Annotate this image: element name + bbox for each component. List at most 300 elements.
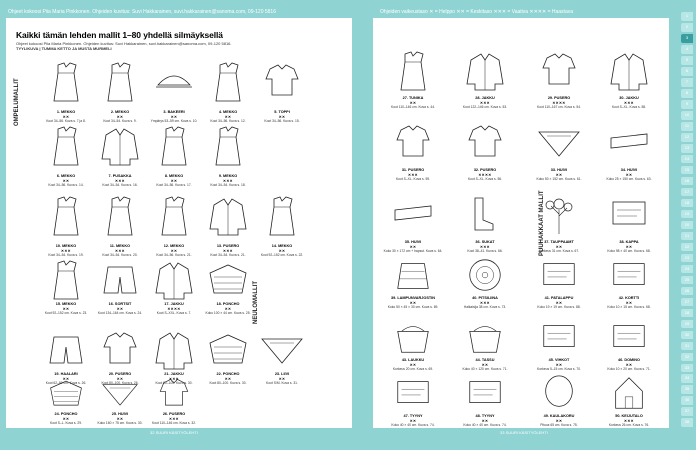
page-tab-1[interactable]: 1 (681, 12, 693, 21)
pattern-number: 12. MEKKO (163, 244, 185, 248)
pattern-item-26 (144, 376, 204, 428)
page-tab-3[interactable]: 3 (681, 34, 693, 43)
header-left-text: Ohjeet kokoosi Piia Maria Pinkkonen. Ohjeiden kuvitus: Suvi Hakkarainen, suvi.hakkarainen@sanoma.com, 09-120 5816 (8, 9, 276, 15)
difficulty-rating: ✕✕✕ (480, 244, 490, 249)
pattern-item-42 (599, 256, 659, 312)
pattern-details: Koko 98 × 40 cm. Kuva s. 68. (607, 249, 651, 253)
pattern-details: Koot S–XXL. Kuva s. 7. (156, 311, 192, 315)
page-tab-14[interactable]: 14 (681, 155, 693, 164)
pattern-number: 26. PUSERO (162, 412, 186, 416)
pattern-number: 34. HUIVI (620, 168, 638, 172)
pattern-number: 40. PITSILIINA (472, 296, 498, 300)
pattern-details: Koko 50 × 152 cm. Kuva s. 61. (536, 177, 582, 181)
pattern-item-43 (383, 318, 443, 374)
pattern-item-39 (383, 256, 443, 312)
page-tab-23[interactable]: 23 (681, 254, 693, 263)
pattern-number: 31. PUSERO (401, 168, 425, 172)
difficulty-rating: ✕✕ (481, 418, 489, 423)
page-tab-4[interactable]: 4 (681, 45, 693, 54)
pattern-sketch-34 (607, 118, 651, 168)
pattern-sketch-43 (391, 318, 435, 358)
page-tab-2[interactable]: 2 (681, 23, 693, 32)
pattern-item-28 (455, 46, 515, 112)
pattern-item-3 (144, 54, 204, 126)
pattern-number: 50. KEIJUTALO (615, 414, 643, 418)
pattern-item-46 (599, 318, 659, 374)
pattern-details: Koot 34–56. Kuva s. 21. (156, 253, 192, 257)
page-title: Kaikki tämän lehden mallit 1–80 yhdellä silmäyksellä (16, 30, 223, 40)
pattern-item-12 (144, 188, 204, 260)
page-tab-16[interactable]: 16 (681, 177, 693, 186)
difficulty-rating: ✕✕✕ (624, 100, 634, 105)
page-tab-27[interactable]: 27 (681, 298, 693, 307)
page-tab-38[interactable]: 38 (681, 418, 693, 427)
pattern-details: Koot 80–100. Kuva s. 30. (155, 381, 193, 385)
difficulty-rating: ✕✕ (625, 362, 633, 367)
page-tab-9[interactable]: 9 (681, 100, 693, 109)
difficulty-rating: ✕✕ (116, 416, 124, 421)
pattern-sketch-14 (260, 188, 304, 244)
difficulty-rating: ✕✕ (481, 362, 489, 367)
pattern-number: 48. TYYNY (475, 414, 495, 418)
pattern-sketch-16 (98, 258, 142, 302)
pattern-number: 19. HAALARI (54, 372, 78, 376)
pattern-number: 46. DOMINO (618, 358, 640, 362)
pattern-details: Koko 19 × 19 cm. Kuva s. 88. (537, 305, 581, 309)
page-tab-35[interactable]: 35 (681, 385, 693, 394)
pattern-item-33 (529, 118, 589, 184)
pattern-sketch-4 (206, 54, 250, 110)
pattern-details: Koot 34–54. Kuva s. 9. (103, 119, 137, 123)
pattern-sketch-24 (44, 376, 88, 412)
page-tab-7[interactable]: 7 (681, 78, 693, 87)
pattern-number: 23. LIIVI (274, 372, 290, 376)
pattern-sketch-12 (152, 188, 196, 244)
pattern-sketch-6 (44, 118, 88, 174)
pattern-sketch-27 (391, 46, 435, 96)
pattern-item-37 (529, 190, 589, 256)
difficulty-rating: ✕✕ (170, 248, 178, 253)
pattern-number: 33. HUIVI (550, 168, 568, 172)
pattern-details: Koot 110–167 cm. Kuva s. 54. (537, 105, 581, 109)
pattern-sketch-26 (152, 376, 196, 412)
pattern-sketch-18 (206, 258, 250, 302)
pattern-item-25 (90, 376, 150, 428)
pattern-item-22 (198, 328, 258, 388)
difficulty-rating: ✕✕ (409, 100, 417, 105)
pattern-number: 37. TAUPPAAMT (544, 240, 574, 244)
pattern-sketch-29 (537, 46, 581, 96)
pattern-details: Koko 10 × 15 cm. Kuva s. 68. (607, 305, 651, 309)
difficulty-rating: ✕✕ (625, 172, 633, 177)
pattern-sketch-32 (463, 118, 507, 168)
left-page (6, 18, 352, 428)
pattern-sketch-19 (44, 328, 88, 372)
pattern-item-10 (36, 188, 96, 260)
pattern-sketch-37 (537, 190, 581, 240)
pattern-sketch-28 (463, 46, 507, 96)
page-tab-24[interactable]: 24 (681, 265, 693, 274)
difficulty-rating: ✕✕✕ (480, 100, 490, 105)
difficulty-rating: ✕✕✕ (223, 248, 233, 253)
pattern-sketch-40 (463, 256, 507, 296)
pattern-sketch-30 (607, 46, 651, 96)
difficulty-rating: ✕✕✕ (115, 248, 125, 253)
difficulty-rating: ✕✕✕✕ (552, 100, 566, 105)
difficulty-rating: ✕✕ (409, 362, 417, 367)
difficulty-rating: ✕✕ (62, 114, 70, 119)
pattern-details: Koko 30 × 172 cm + hapsut. Kuva s. 64. (383, 249, 443, 253)
page-tab-21[interactable]: 21 (681, 232, 693, 241)
page-tab-31[interactable]: 31 (681, 342, 693, 351)
pattern-details: Koot 34–56. Kuva s. 7 ja 8. (46, 119, 86, 123)
pattern-item-40 (455, 256, 515, 312)
pattern-number: 6. MEKKO (56, 174, 76, 178)
pattern-details: Koot 62–80 cm. Kuva s. 26. (45, 381, 87, 385)
pattern-sketch-20 (98, 328, 142, 372)
page-tab-18[interactable]: 18 (681, 199, 693, 208)
pattern-sketch-7 (98, 118, 142, 174)
pattern-number: 38. KAPPA (619, 240, 639, 244)
pattern-sketch-36 (463, 190, 507, 240)
pattern-item-11 (90, 188, 150, 260)
difficulty-rating: ✕✕ (62, 376, 70, 381)
pattern-number: 15. MEKKO (55, 302, 77, 306)
pattern-item-44 (455, 318, 515, 374)
pattern-number: 18. PONCHO (216, 302, 240, 306)
page-tab-34[interactable]: 34 (681, 374, 693, 383)
pattern-details: Koot 34–54. Kuva s. 20. (102, 253, 138, 257)
pattern-number: 1. MEKKO (56, 110, 76, 114)
pattern-details: Koot 92–152 cm. Kuva s. 23. (44, 311, 88, 315)
difficulty-rating: ✕✕ (116, 114, 124, 119)
pattern-sketch-22 (206, 328, 250, 372)
pattern-details: Koot S–XL. Kuva s. 58. (611, 105, 647, 109)
difficulty-rating: ✕✕ (555, 418, 563, 423)
difficulty-rating: ✕✕ (62, 416, 70, 421)
pattern-sketch-47 (391, 374, 435, 414)
pattern-details: Koko 100 × 44 cm. Kuva s. 25. (205, 311, 251, 315)
pattern-sketch-17 (152, 258, 196, 302)
pattern-details: Koot 34–54. Kuva s. 19. (48, 253, 84, 257)
section-label-decor: PUUHAKKAAT MALLIT (539, 190, 545, 256)
pattern-number: 28. JAKKU (475, 96, 495, 100)
page-tab-30[interactable]: 30 (681, 331, 693, 340)
pattern-details: Koot 92–152 cm. Kuva s. 22. (260, 253, 304, 257)
pattern-sketch-39 (391, 256, 435, 296)
pattern-number: 22. PONCHO (216, 372, 240, 376)
pattern-number: 7. PUSAKKA (108, 174, 132, 178)
difficulty-rating: ✕✕ (170, 178, 178, 183)
page-tab-17[interactable]: 17 (681, 188, 693, 197)
difficulty-rating: ✕✕ (224, 306, 232, 311)
pattern-sketch-42 (607, 256, 651, 296)
pattern-details: Koot 34–56. Kuva s. 15. (264, 119, 300, 123)
pattern-details: Koko 10 × 20 cm. Kuva s. 71. (607, 367, 651, 371)
pattern-number: 16. SORTSIT (108, 302, 132, 306)
pattern-number: 35. HUIVI (404, 240, 422, 244)
pattern-details: Koot 110–146 cm. Kuva s. 44. (391, 105, 435, 109)
difficulty-rating: ✕✕✕ (480, 300, 490, 305)
pattern-details: Koot 80–100. Kuva s. 26. (101, 381, 139, 385)
pattern-number: 24. PONCHO (54, 412, 78, 416)
pattern-details: Koot 110–146 cm. Kuva s. 32. (152, 421, 196, 425)
pattern-sketch-11 (98, 188, 142, 244)
pattern-item-16 (90, 258, 150, 318)
pattern-item-13 (198, 188, 258, 260)
pattern-details: Koko 40 × 40 cm. Kuva s. 74. (463, 423, 507, 427)
credits-line-1: Ohjeet kokoosi Piia Maria Pinkkonen. Ohjeiden kuvitus: Suvi Hakkarainen, suvi.hakkarainen@sanoma.com, 09-120 5816. (16, 41, 232, 46)
pattern-number: 49. KAULAKORU (543, 414, 575, 418)
footer-left-text: SUURI KÄSITYÖLEHTI (155, 430, 198, 435)
pattern-item-14 (252, 188, 312, 260)
page-tab-32[interactable]: 32 (681, 353, 693, 362)
pattern-details: Korkeus 5–15 cm. Kuva s. 70. (537, 367, 581, 371)
difficulty-rating: ✕✕✕ (408, 172, 418, 177)
difficulty-rating: ✕✕ (278, 376, 286, 381)
difficulty-rating: ✕✕ (116, 306, 124, 311)
pattern-number: 14. MEKKO (271, 244, 293, 248)
pattern-item-38 (599, 190, 659, 256)
difficulty-rating: ✕✕ (555, 244, 563, 249)
pattern-details: Koot 34–56. Kuva s. 14. (48, 183, 84, 187)
pattern-sketch-9 (206, 118, 250, 174)
pattern-item-17 (144, 258, 204, 318)
pattern-number: 3. BAKEERI (163, 110, 185, 114)
pattern-details: Koko 25 × 150 cm. Kuva s. 63. (606, 177, 652, 181)
pattern-number: 36. SUKAT (475, 240, 495, 244)
difficulty-rating: ✕✕ (170, 114, 178, 119)
pattern-details: Koot 34–54. Kuva s. 16. (102, 183, 138, 187)
pattern-sketch-2 (98, 54, 142, 110)
pattern-number: 29. PUSERO (547, 96, 571, 100)
pattern-item-31 (383, 118, 443, 184)
page-tab-28[interactable]: 28 (681, 309, 693, 318)
pattern-item-49 (529, 374, 589, 430)
pattern-details: Koko 40 × 120 cm. Kuva s. 71. (462, 367, 508, 371)
pattern-sketch-49 (537, 374, 581, 414)
page-tab-36[interactable]: 36 (681, 396, 693, 405)
header-difficulty-legend: Ohjeiden vaikeustaso ✕ = Helppo ✕✕ = Keskitaso ✕✕✕ = Vaativa ✕✕✕✕ = Haastava (380, 9, 574, 15)
page-tab-10[interactable]: 10 (681, 111, 693, 120)
pattern-item-41 (529, 256, 589, 312)
pattern-item-6 (36, 118, 96, 190)
pattern-number: 25. HUIVI (111, 412, 129, 416)
pattern-number: 47. TYYNY (403, 414, 423, 418)
page-tab-19[interactable]: 19 (681, 210, 693, 219)
pattern-sketch-5 (260, 54, 304, 110)
difficulty-rating: ✕✕ (625, 244, 633, 249)
pattern-item-24 (36, 376, 96, 428)
credits-line-2: TYYLIKUVA | TUMMA KETTO JA MUSTA MURMELI (16, 46, 112, 52)
pattern-sketch-33 (537, 118, 581, 168)
page-tab-33[interactable]: 33 (681, 364, 693, 373)
pattern-details: Koot 134–164 cm. Kuva s. 24. (97, 311, 143, 315)
pattern-sketch-23 (260, 328, 304, 372)
footer-right (500, 430, 548, 435)
pattern-details: Koko 40 × 40 cm. Kuva s. 74. (391, 423, 435, 427)
pattern-number: 2. MEKKO (110, 110, 130, 114)
page-tab-29[interactable]: 29 (681, 320, 693, 329)
difficulty-rating: ✕✕ (409, 418, 417, 423)
pattern-details: Korkeus 20 cm. Kuva s. 69. (392, 367, 434, 371)
pattern-sketch-3 (152, 54, 196, 110)
page-number-left: 32 (150, 430, 155, 435)
page-tabs (681, 12, 693, 429)
page-tab-12[interactable]: 12 (681, 133, 693, 142)
pattern-item-8 (144, 118, 204, 190)
footer-left (150, 430, 198, 435)
difficulty-rating: ✕✕ (555, 300, 563, 305)
difficulty-rating: ✕✕ (555, 362, 563, 367)
pattern-number: 8. MEKKO (164, 174, 184, 178)
pattern-item-48 (455, 374, 515, 430)
pattern-details: Koot 34–56. Kuva s. 17. (156, 183, 192, 187)
pattern-details: Halkaisija 38 cm. Kuva s. 73. (463, 305, 507, 309)
pattern-number: 27. TUNIKA (402, 96, 424, 100)
pattern-details: Koot S/M. Kuva s. 31. (266, 381, 298, 385)
page-tab-22[interactable]: 22 (681, 243, 693, 252)
page-tab-25[interactable]: 25 (681, 276, 693, 285)
difficulty-rating: ✕✕ (116, 376, 124, 381)
page-tab-6[interactable]: 6 (681, 67, 693, 76)
pattern-sketch-44 (463, 318, 507, 358)
pattern-sketch-10 (44, 188, 88, 244)
section-label-sewing: OMPELUMALLIT (14, 78, 20, 126)
pattern-details: Koot 80–100. Kuva s. 30. (209, 381, 247, 385)
difficulty-rating: ✕✕ (62, 178, 70, 183)
pattern-sketch-8 (152, 118, 196, 174)
pattern-item-7 (90, 118, 150, 190)
pattern-number: 4. MEKKO (218, 110, 238, 114)
pattern-details: Koot 34–54. Kuva s. 18. (210, 183, 246, 187)
pattern-number: 11. MEKKO (109, 244, 131, 248)
difficulty-rating: ✕✕✕✕ (478, 172, 492, 177)
page-tab-37[interactable]: 37 (681, 407, 693, 416)
pattern-item-29 (529, 46, 589, 112)
pattern-item-18 (198, 258, 258, 318)
difficulty-rating: ✕✕ (555, 172, 563, 177)
page-tab-5[interactable]: 5 (681, 56, 693, 65)
pattern-item-35 (383, 190, 443, 256)
pattern-details: Koot S–XL. Kuva s. 59. (395, 177, 431, 181)
pattern-number: 45. VIHKOT (548, 358, 570, 362)
page-number-right: 33 (500, 430, 505, 435)
pattern-sketch-48 (463, 374, 507, 414)
difficulty-rating: ✕✕✕ (169, 376, 179, 381)
difficulty-rating: ✕✕✕ (624, 418, 634, 423)
page-tab-20[interactable]: 20 (681, 221, 693, 230)
pattern-details: Koot 34–56. Kuva s. 12. (210, 119, 246, 123)
pattern-details: Koot S–L. Kuva s. 29. (50, 421, 82, 425)
pattern-sketch-13 (206, 188, 250, 244)
pattern-number: 32. PUSERO (473, 168, 497, 172)
pattern-details: Koot S–XL. Kuva s. 56. (467, 177, 503, 181)
footer-right-text: SUURI KÄSITYÖLEHTI (505, 430, 548, 435)
page-tab-15[interactable]: 15 (681, 166, 693, 175)
pattern-number: 9. MEKKO (218, 174, 238, 178)
pattern-number: 43. LAUKKU (401, 358, 425, 362)
pattern-number: 44. TASSU (475, 358, 495, 362)
pattern-number: 20. PUSERO (108, 372, 132, 376)
difficulty-rating: ✕✕ (278, 114, 286, 119)
pattern-sketch-25 (98, 376, 142, 412)
difficulty-rating: ✕✕ (224, 376, 232, 381)
pattern-item-45 (529, 318, 589, 374)
pattern-sketch-41 (537, 256, 581, 296)
page-tab-13[interactable]: 13 (681, 144, 693, 153)
pattern-item-5 (252, 54, 312, 126)
pattern-details: Pituus 65 cm. Kuva s. 75. (540, 423, 578, 427)
pattern-item-1 (36, 54, 96, 126)
page-tab-11[interactable]: 11 (681, 122, 693, 131)
difficulty-rating: ✕✕✕ (223, 178, 233, 183)
pattern-item-23 (252, 328, 312, 388)
pattern-item-4 (198, 54, 258, 126)
pattern-details: Korkeus 26 cm. Kuva s. 76. (608, 423, 650, 427)
pattern-details: Koko 50 × 45 × 30 cm. Kuva s. 69. (387, 305, 439, 309)
pattern-details: Koko 160 × 75 cm. Kuva s. 30. (97, 421, 143, 425)
pattern-details: Koot 38–41. Kuva s. 66. (467, 249, 503, 253)
pattern-item-27 (383, 46, 443, 112)
pattern-details: Koot 34–54. Kuva s. 21. (210, 253, 246, 257)
right-page (373, 18, 669, 428)
difficulty-rating: ✕✕ (62, 306, 70, 311)
pattern-item-9 (198, 118, 258, 190)
pattern-number: 13. PUSERO (216, 244, 240, 248)
pattern-sketch-21 (152, 328, 196, 372)
top-bar (0, 0, 696, 18)
pattern-details: Koot 122–146 cm. Kuva s. 53. (462, 105, 508, 109)
pattern-sketch-38 (607, 190, 651, 240)
difficulty-rating: ✕✕ (278, 248, 286, 253)
pattern-sketch-35 (391, 190, 435, 240)
page-tab-26[interactable]: 26 (681, 287, 693, 296)
difficulty-rating: ✕✕ (625, 300, 633, 305)
pattern-item-50 (599, 374, 659, 430)
pattern-details: Korkeus 31 cm. Kuva s. 67. (538, 249, 580, 253)
pattern-number: 30. JAKKU (619, 96, 639, 100)
difficulty-rating: ✕✕✕✕ (167, 306, 181, 311)
pattern-sketch-31 (391, 118, 435, 168)
pattern-item-32 (455, 118, 515, 184)
pattern-number: 42. KORTTI (618, 296, 640, 300)
difficulty-rating: ✕✕ (409, 300, 417, 305)
credits (16, 41, 232, 51)
difficulty-rating: ✕✕ (224, 114, 232, 119)
pattern-details: Ympärys 53–59 cm. Kuva s. 10. (150, 119, 198, 123)
pattern-number: 5. TOPPI (274, 110, 290, 114)
pattern-number: 21. JAKKU (164, 372, 184, 376)
section-label-knitting: NEULOMALLIT (253, 281, 259, 324)
pattern-number: 10. MEKKO (55, 244, 77, 248)
pattern-item-34 (599, 118, 659, 184)
page-tab-8[interactable]: 8 (681, 89, 693, 98)
difficulty-rating: ✕✕ (409, 244, 417, 249)
difficulty-rating: ✕✕✕ (169, 416, 179, 421)
pattern-sketch-46 (607, 318, 651, 358)
pattern-item-36 (455, 190, 515, 256)
difficulty-rating: ✕✕✕ (61, 248, 71, 253)
pattern-sketch-1 (44, 54, 88, 110)
difficulty-rating: ✕✕✕ (115, 178, 125, 183)
pattern-sketch-15 (44, 258, 88, 302)
pattern-number: 39. LAMPUNVARJOSTIN (390, 296, 436, 300)
pattern-sketch-50 (607, 374, 651, 414)
pattern-item-15 (36, 258, 96, 318)
pattern-item-2 (90, 54, 150, 126)
pattern-number: 17. JAKKU (164, 302, 184, 306)
